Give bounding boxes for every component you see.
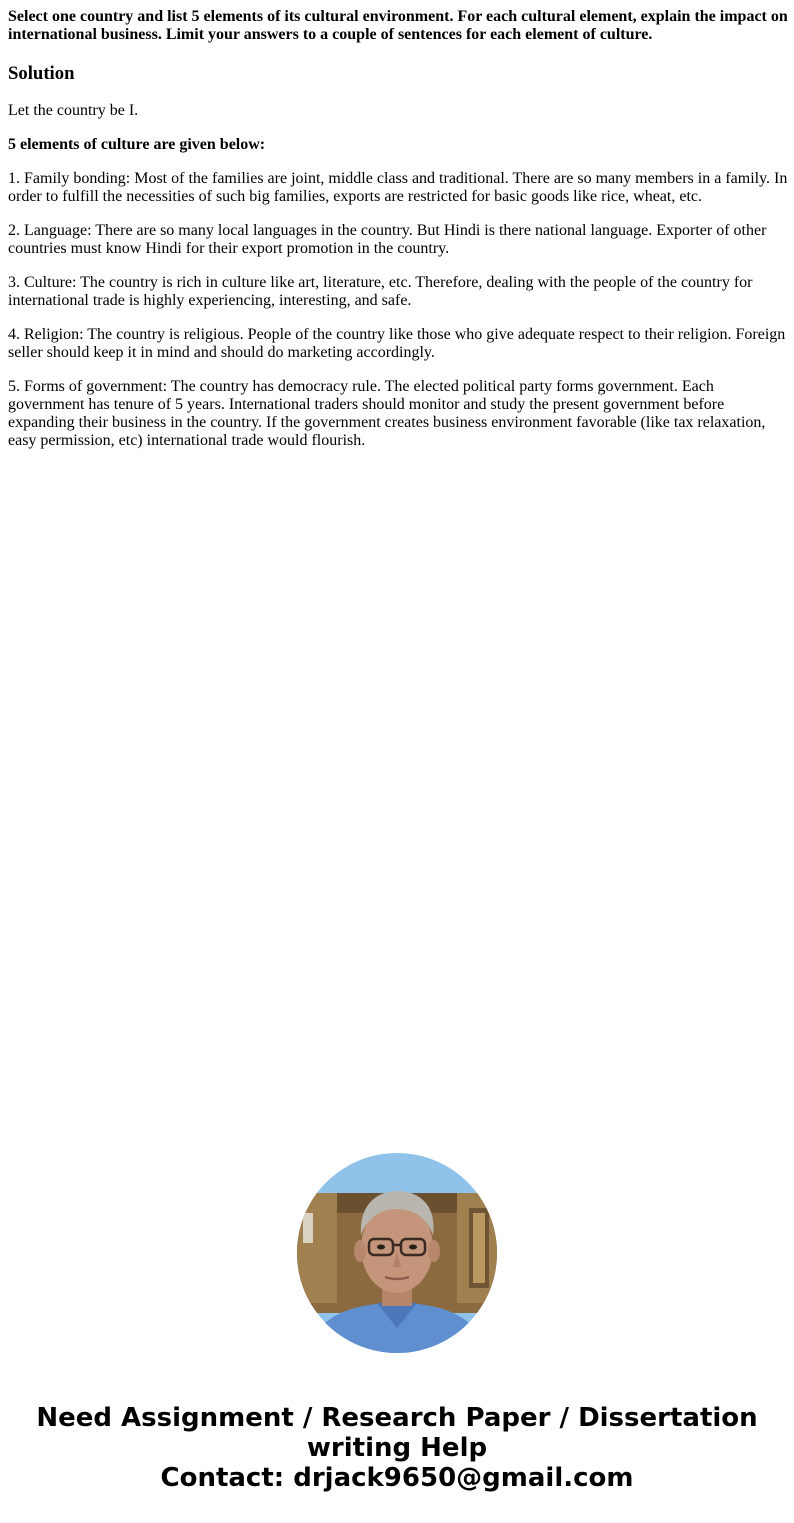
- promo-line-2: writing Help: [306, 1433, 488, 1463]
- promo-banner: [0, 1403, 794, 1493]
- list-item-language: 2. Language: There are so many local languages in the country. But Hindi is there national language. Exporter of other countries must know Hindi for their export promotion in the country.: [8, 222, 767, 257]
- list-item-religion: 4. Religion: The country is religious. People of the country like those who give adequate respect to their religion. Foreign seller should keep it in mind and should do marketing accordingly.: [8, 326, 786, 361]
- question-text: Select one country and list 5 elements of its cultural environment. For each cultural element, explain the impact on international business. Limit your answers to a couple of sentences for each element of culture.: [8, 8, 788, 43]
- list-item-government: 5. Forms of government: The country has democracy rule. The elected political party forms government. Each government has tenure of 5 years. International traders should monitor and study the present government before expanding their business in the country. If the government creates business environment favorable (like tax relaxation, easy permission, etc) international trade would flourish.: [8, 378, 766, 449]
- promo-contact-email: Contact: drjack9650@gmail.com: [160, 1463, 634, 1493]
- document-body: [8, 8, 788, 450]
- author-portrait-image: [297, 1153, 497, 1353]
- solution-heading: Solution: [8, 63, 75, 84]
- list-item-family-bonding: 1. Family bonding: Most of the families are joint, middle class and traditional. There are so many members in a family. In order to fulfill the necessities of such big families, exports are restricted for basic goods like rice, wheat, etc.: [8, 170, 788, 205]
- promo-line-1: Need Assignment / Research Paper / Dissertation: [36, 1403, 758, 1433]
- list-item-culture: 3. Culture: The country is rich in culture like art, literature, etc. Therefore, dealing with the people of the country for international trade is highly experiencing, interesting, and safe.: [8, 274, 753, 309]
- list-heading: 5 elements of culture are given below:: [8, 136, 266, 153]
- solution-intro: Let the country be I.: [8, 102, 139, 119]
- author-avatar: [297, 1153, 497, 1353]
